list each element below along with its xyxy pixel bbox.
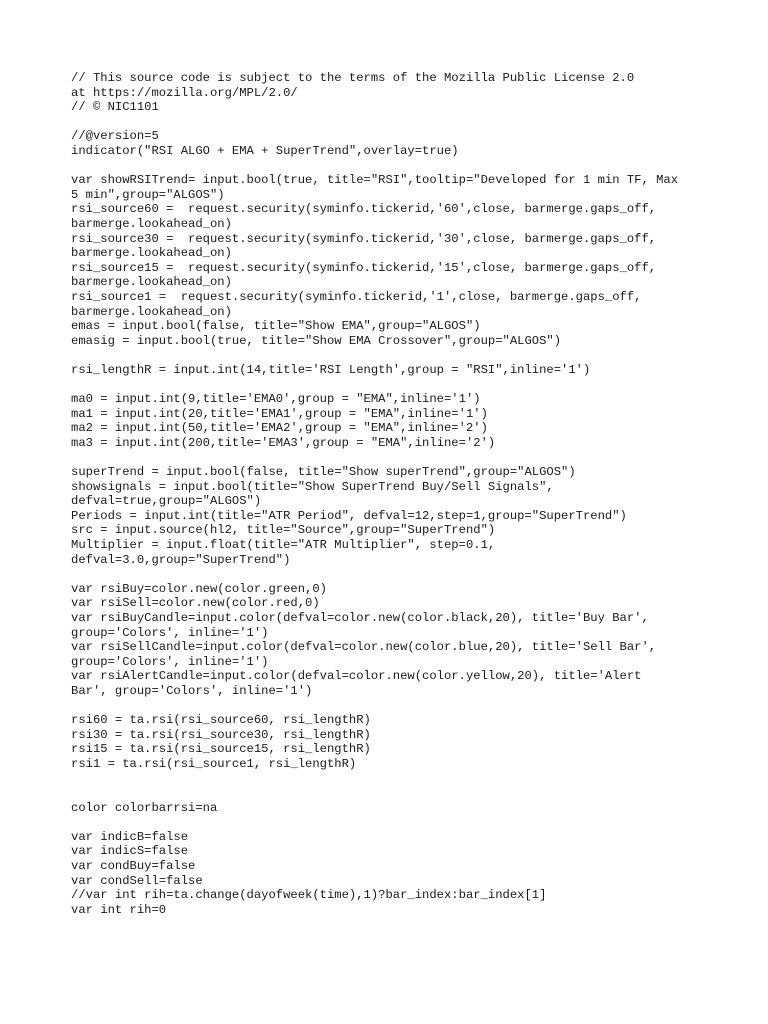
code-line: var rsiSell=color.new(color.red,0) [71, 596, 320, 611]
code-line: rsi_source60 = request.security(syminfo.tickerid,'60',close, barmerge.gaps_off, [71, 202, 657, 217]
code-line [71, 377, 731, 392]
code-line: emas = input.bool(false, title="Show EMA",group="ALGOS") [71, 319, 481, 334]
code-line [71, 699, 731, 714]
code-line [71, 115, 731, 130]
code-line: group='Colors', inline='1') [71, 654, 269, 669]
code-line: Bar', group='Colors', inline='1') [71, 683, 313, 698]
code-line: var rsiBuyCandle=input.color(defval=color.new(color.black,20), title='Buy Bar', [71, 610, 649, 625]
code-line: 5 min",group="ALGOS") [71, 187, 225, 202]
code-line: ma1 = input.int(20,title='EMA1',group = "EMA",inline='1') [71, 406, 488, 421]
code-line: superTrend = input.bool(false, title="Show superTrend",group="ALGOS") [71, 465, 576, 480]
code-line [71, 348, 731, 363]
code-line: var showRSITrend= input.bool(true, title="RSI",tooltip="Developed for 1 min TF, Max [71, 173, 679, 188]
code-line: ma0 = input.int(9,title='EMA0',group = "EMA",inline='1') [71, 392, 481, 407]
code-line: // © NIC1101 [71, 100, 159, 115]
code-line: var rsiBuy=color.new(color.green,0) [71, 581, 327, 596]
code-line [71, 567, 731, 582]
code-line [71, 815, 731, 830]
code-line: var indicS=false [71, 844, 189, 859]
code-line: var int rih=0 [71, 902, 167, 917]
code-line: rsi_lengthR = input.int(14,title='RSI Length',group = "RSI",inline='1') [71, 362, 591, 377]
code-line: var indicB=false [71, 829, 189, 844]
code-line: var rsiSellCandle=input.color(defval=color.new(color.blue,20), title='Sell Bar', [71, 640, 657, 655]
code-line: var condSell=false [71, 873, 203, 888]
code-line: at https://mozilla.org/MPL/2.0/ [71, 85, 298, 100]
code-line: rsi15 = ta.rsi(rsi_source15, rsi_lengthR) [71, 742, 371, 757]
code-line [71, 450, 731, 465]
code-line: ma3 = input.int(200,title='EMA3',group = "EMA",inline='2') [71, 435, 496, 450]
code-line: rsi_source30 = request.security(syminfo.tickerid,'30',close, barmerge.gaps_off, [71, 231, 657, 246]
code-line: group='Colors', inline='1') [71, 625, 269, 640]
code-line: //@version=5 [71, 129, 159, 144]
code-line: rsi_source15 = request.security(syminfo.tickerid,'15',close, barmerge.gaps_off, [71, 260, 657, 275]
code-line: ma2 = input.int(50,title='EMA2',group = "EMA",inline='2') [71, 421, 488, 436]
code-line: showsignals = input.bool(title="Show SuperTrend Buy/Sell Signals", [71, 479, 554, 494]
code-line: rsi30 = ta.rsi(rsi_source30, rsi_lengthR) [71, 727, 371, 742]
code-line: barmerge.lookahead_on) [71, 304, 232, 319]
code-line [71, 159, 731, 174]
code-line: // This source code is subject to the terms of the Mozilla Public License 2.0 [71, 71, 635, 85]
code-line: var condBuy=false [71, 859, 196, 874]
code-line: color colorbarrsi=na [71, 800, 218, 815]
code-line: Multiplier = input.float(title="ATR Multiplier", step=0.1, [71, 538, 496, 552]
code-line: barmerge.lookahead_on) [71, 275, 232, 290]
code-line: rsi_source1 = request.security(syminfo.tickerid,'1',close, barmerge.gaps_off, [71, 289, 642, 304]
code-line: emasig = input.bool(true, title="Show EMA Crossover",group="ALGOS") [71, 333, 562, 348]
code-line [71, 772, 731, 787]
code-line: Periods = input.int(title="ATR Period", defval=12,step=1,group="SuperTrend") [71, 508, 627, 523]
code-line: //var int rih=ta.change(dayofweek(time),1)?bar_index:bar_index[1] [71, 888, 547, 903]
code-line: defval=3.0,group="SuperTrend") [71, 552, 291, 567]
code-line: var rsiAlertCandle=input.color(defval=color.new(color.yellow,20), title='Alert [71, 669, 642, 684]
code-line: barmerge.lookahead_on) [71, 216, 232, 231]
code-line [71, 786, 731, 801]
code-line: rsi1 = ta.rsi(rsi_source1, rsi_lengthR) [71, 756, 357, 771]
code-line: indicator("RSI ALGO + EMA + SuperTrend",overlay=true) [71, 143, 459, 158]
source-code-block [71, 71, 731, 917]
code-line: rsi60 = ta.rsi(rsi_source60, rsi_lengthR) [71, 713, 371, 728]
code-line: src = input.source(hl2, title="Source",group="SuperTrend") [71, 523, 496, 538]
code-line: barmerge.lookahead_on) [71, 246, 232, 261]
code-line: defval=true,group="ALGOS") [71, 494, 262, 509]
